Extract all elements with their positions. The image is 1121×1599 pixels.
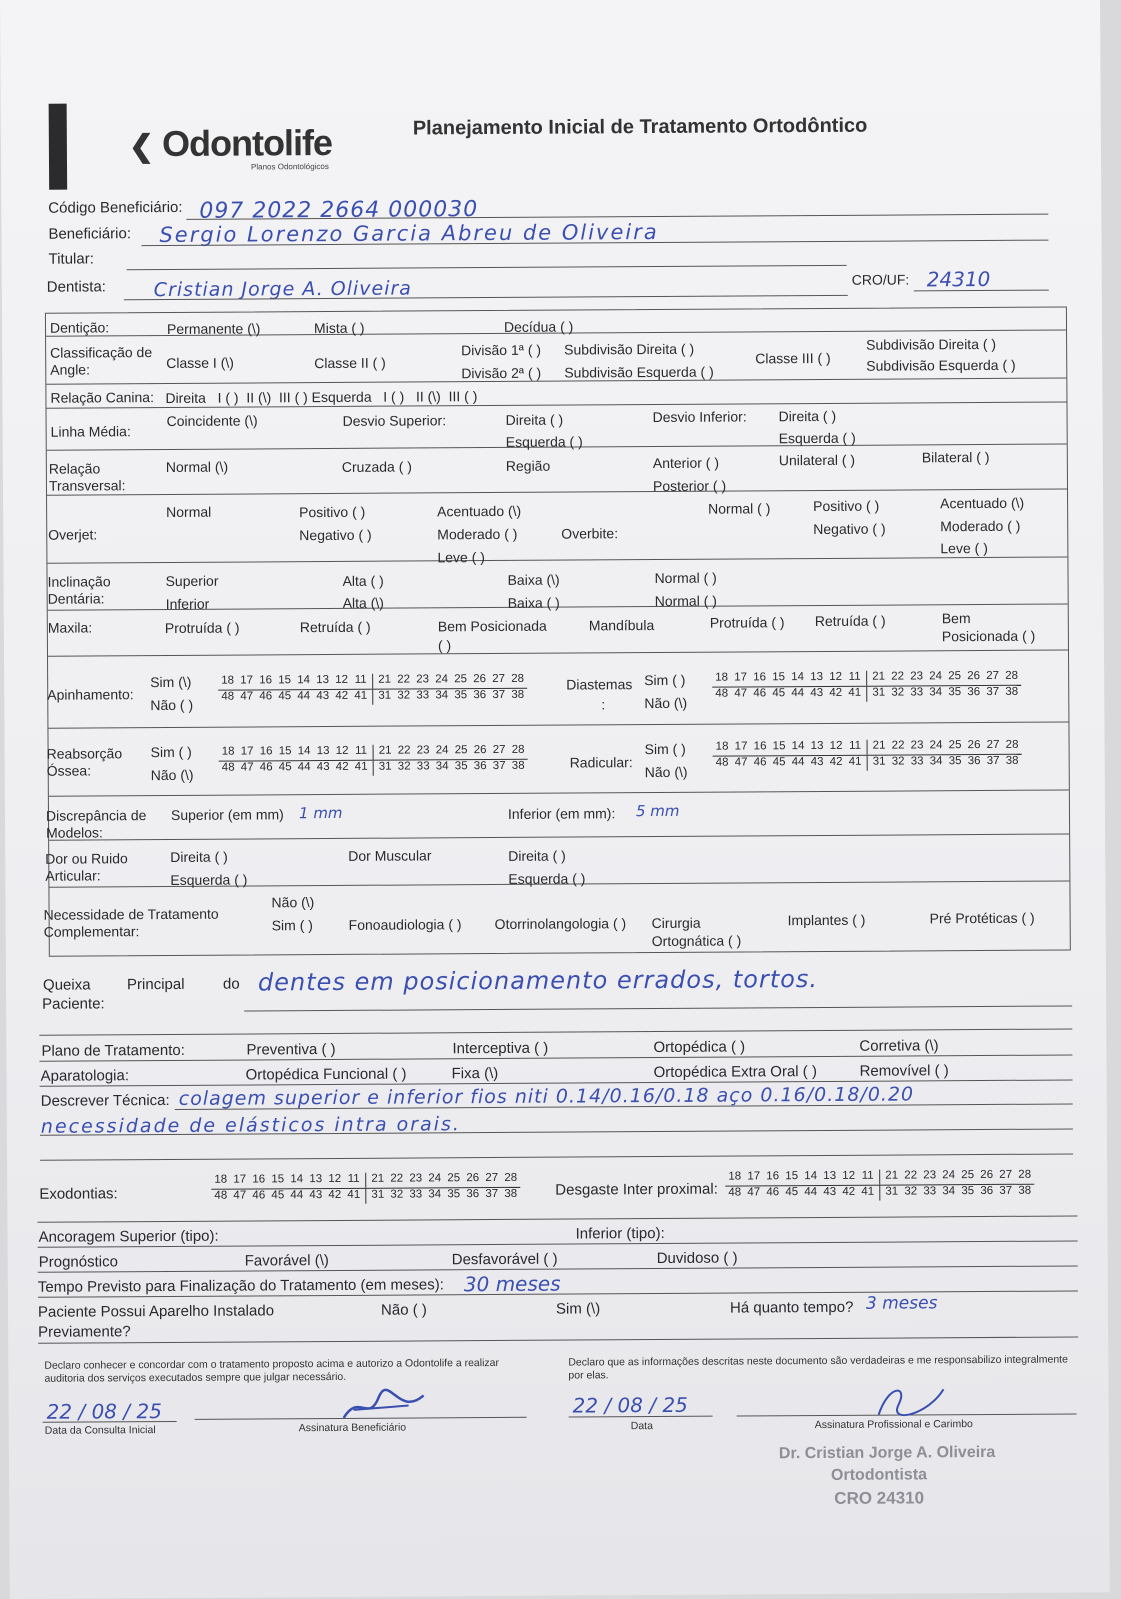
ap-tooth-chart[interactable]: 18 17 16 15 14 13 12 11 21 22 23 24 25 26 27 28 48 47 46 45 44 43 42 41 31 32 33 34 35 36 37 38 [218,673,527,706]
exo-tooth-chart[interactable]: 18 17 16 15 14 13 12 11 21 22 23 24 25 26 27 28 48 47 46 45 44 43 42 41 31 32 33 34 35 36 37 38 [211,1172,520,1205]
page-title: Planejamento Inicial de Tratamento Ortodôntico [412,114,868,140]
prognostico-label: Prognóstico [38,1253,118,1271]
beneficiario-value[interactable]: Sergio Lorenzo Garcia Abreu de Oliveira [159,219,659,248]
disc-superior-value[interactable]: 1 mm [298,803,343,823]
cro-value[interactable]: 24310 [926,266,991,292]
ob-positivo[interactable]: Positivo ( ) [813,497,880,515]
ob-acentuado[interactable]: Acentuado (\) [940,494,1025,512]
inc-baixa2[interactable]: Baixa ( ) [507,594,560,611]
plano-preventiva[interactable]: Preventiva ( ) [246,1040,336,1059]
diastemas-colon: : [601,696,606,713]
di-tooth-chart[interactable]: 18 17 16 15 14 13 12 11 21 22 23 24 25 26 27 28 48 47 46 45 44 43 42 41 31 32 33 34 35 36 37 38 [712,670,1021,703]
tempo-value[interactable]: 30 meses [463,1271,561,1297]
queixa-label-3: do [222,975,240,993]
nec-sim[interactable]: Sim ( ) [271,917,313,934]
dentista-value[interactable]: Cristian Jorge A. Oliveira [153,277,412,302]
apar-fixa[interactable]: Fixa (\) [451,1064,499,1083]
oj-positivo[interactable]: Positivo ( ) [299,503,366,521]
codigo-value[interactable]: 097 2022 2664 000030 [199,197,479,224]
oj-moderado[interactable]: Moderado ( ) [437,525,518,543]
tecnica-label: Descrever Técnica: [40,1091,170,1110]
discrepancia-label: Discrepância de Modelos: [45,807,147,841]
overjet-label: Overjet: [48,526,98,543]
max-retruida[interactable]: Retruída ( ) [299,618,371,636]
inc-superior: Superior [165,572,219,589]
classe3[interactable]: Classe III ( ) [755,349,831,367]
aparelho-quanto-value[interactable]: 3 meses [865,1293,938,1314]
aparatologia-label: Aparatologia: [40,1067,130,1085]
stamp-title: Ortodontista [830,1466,928,1484]
ob-moderado[interactable]: Moderado ( ) [940,517,1021,535]
logo-mark-icon: ❮ [128,130,154,164]
queixa-value[interactable]: dentes em posicionamento errados, tortos. [257,965,819,997]
declaracao-profissional: Declaro que as informações descritas neste documento são verdadeiras e me responsabilizo integralmente por elas. [568,1353,1068,1382]
data-consulta-value[interactable]: 22 / 08 / 25 [46,1399,162,1424]
desvio-inferior: Desvio Inferior: [652,408,747,426]
aparelho-label-1: Paciente Possui Aparelho Instalado [37,1302,275,1321]
aparelho-label-2: Previamente? [38,1323,131,1341]
data-value[interactable]: 22 / 08 / 25 [572,1392,688,1418]
signature-icon [868,1379,948,1419]
radicular-label: Radicular: [569,754,633,771]
oj-negativo[interactable]: Negativo ( ) [299,526,372,544]
plano-corretiva[interactable]: Corretiva (\) [859,1037,939,1055]
ob-negativo[interactable]: Negativo ( ) [813,520,886,538]
plano-ortopedica[interactable]: Ortopédica ( ) [653,1038,746,1057]
lm-esquerda2[interactable]: Esquerda ( ) [778,429,856,447]
lm-direita[interactable]: Direita ( ) [505,411,564,428]
disc-inferior-value[interactable]: 5 mm [635,801,680,821]
mandibula-label: Mandíbula [588,617,655,634]
desvio-superior: Desvio Superior: [342,412,447,429]
nec-pre[interactable]: Pré Protéticas ( ) [929,909,1035,927]
tecnica-line2[interactable]: necessidade de elásticos intra orais. [40,1113,461,1138]
re-sim[interactable]: Sim ( ) [150,743,192,761]
apar-removivel[interactable]: Removível ( ) [859,1062,949,1080]
reabsorcao-label: Reabsorção Óssea: [46,745,123,779]
brand-logo: ❮ Odontolife [128,121,333,165]
denticao-decidua[interactable]: Decídua ( ) [503,318,574,335]
re-tooth-chart[interactable]: 18 17 16 15 14 13 12 11 21 22 23 24 25 26 27 28 48 47 46 45 44 43 42 41 31 32 33 34 35 36 37 38 [219,744,528,777]
inc-alta2[interactable]: Alta (\) [342,594,384,611]
inc-alta1[interactable]: Alta ( ) [342,572,384,589]
denticao-label: Dentição: [49,319,110,336]
linha-media-label: Linha Média: [50,423,131,440]
declaracao-beneficiario: Declaro conhecer e concordar com o tratamento proposto acima e autorizo a Odontolife a realizar auditoria dos serviços executados sempre que julgar necessário. [44,1356,500,1385]
di-nao[interactable]: Não (\) [644,694,688,712]
ancoragem-sup-label: Ancoragem Superior (tipo): [38,1227,219,1246]
tr-normal[interactable]: Normal (\) [165,458,229,475]
disc-superior-label: Superior (em mm) [170,806,284,823]
disc-inferior-label: Inferior (em mm): [507,805,616,822]
oj-normal[interactable]: Normal [166,503,212,520]
coincidente[interactable]: Coincidente (\) [166,412,258,429]
ob-leve[interactable]: Leve ( ) [940,539,988,557]
nec-otorrino[interactable]: Otorrinolangologia ( ) [494,915,627,932]
ra-nao[interactable]: Não (\) [644,763,688,781]
max-bem: Bem Posicionada [437,617,547,635]
desgaste-tooth-chart[interactable]: 18 17 16 15 14 13 12 11 21 22 23 24 25 26 27 28 48 47 46 45 44 43 42 41 31 32 33 34 35 36 37 38 [725,1169,1034,1202]
tr-anterior[interactable]: Anterior ( ) [652,454,720,472]
oj-acentuado[interactable]: Acentuado (\) [437,502,522,520]
queixa-label-1: Queixa [42,976,91,994]
aparelho-nao[interactable]: Não ( ) [380,1301,427,1319]
ancoragem-inf-label: Inferior (tipo): [575,1224,665,1243]
inclinacao-label: Inclinação Dentária: [47,573,111,607]
dor-esquerda[interactable]: Esquerda ( ) [170,871,248,888]
apar-funcional[interactable]: Ortopédica Funcional ( ) [245,1065,407,1084]
tr-unilateral[interactable]: Unilateral ( ) [778,451,856,469]
nec-ortognatica[interactable]: Ortognática ( ) [651,932,742,950]
lm-direita2[interactable]: Direita ( ) [778,407,837,425]
subdivisao-direita-3[interactable]: Subdivisão Direita ( ) [866,335,997,353]
plano-interceptiva[interactable]: Interceptiva ( ) [452,1039,549,1058]
nec-nao[interactable]: Não (\) [271,894,315,911]
classe1[interactable]: Classe I (\) [166,354,234,371]
nec-fono[interactable]: Fonoaudiologia ( ) [348,916,462,933]
lm-esquerda[interactable]: Esquerda ( ) [505,433,583,450]
overbite-label: Overbite: [561,525,619,542]
maxila-label: Maxila: [47,619,93,636]
dor-muscular-label: Dor Muscular [348,847,432,864]
canina-options[interactable]: Direita I ( ) II (\) III ( ) Esquerda I ( ) II (\) III ( ) [165,388,478,406]
dor-direita[interactable]: Direita ( ) [170,848,228,865]
subdivisao-esquerda-3[interactable]: Subdivisão Esquerda ( ) [866,356,1016,374]
ra-tooth-chart[interactable]: 18 17 16 15 14 13 12 11 21 22 23 24 25 26 27 28 48 47 46 45 44 43 42 41 31 32 33 34 35 36 37 38 [713,739,1022,772]
beneficiario-label: Beneficiário: [48,225,132,243]
denticao-mista[interactable]: Mista ( ) [313,319,365,337]
tr-posterior[interactable]: Posterior ( ) [652,477,727,495]
plano-label: Plano de Tratamento: [41,1041,185,1060]
dor-label: Dor ou Ruido Articular: [45,850,128,884]
ra-sim[interactable]: Sim ( ) [644,740,686,758]
canina-label: Relação Canina: [50,389,154,406]
divisao1[interactable]: Divisão 1ª ( ) [461,341,542,359]
classe2[interactable]: Classe II ( ) [314,354,386,372]
nec-implantes[interactable]: Implantes ( ) [787,911,866,929]
tr-bilateral[interactable]: Bilateral ( ) [921,448,990,466]
aparelho-sim[interactable]: Sim (\) [555,1300,601,1318]
necessidade-label: Necessidade de Tratamento Complementar: [43,905,219,940]
ap-nao[interactable]: Não ( ) [150,696,194,714]
ob-normal[interactable]: Normal ( ) [708,500,771,517]
prog-desfavoravel[interactable]: Desfavorável ( ) [451,1250,558,1269]
inc-normal2[interactable]: Normal ( ) [654,592,717,610]
nec-cirurgia: Cirurgia [651,914,701,932]
data-consulta-label: Data da Consulta Inicial [44,1424,156,1437]
queixa-label-2: Principal [126,975,185,994]
classificacao-label: Classificação de Angle: [50,344,153,378]
prog-favoravel[interactable]: Favorável (\) [244,1252,329,1270]
assinatura-profissional-label: Assinatura Profissional e Carimbo [814,1418,973,1432]
data-label: Data [630,1420,653,1433]
oj-leve[interactable]: Leve ( ) [437,549,485,566]
transversal-label: Relação Transversal: [48,460,126,494]
dentista-label: Dentista: [46,278,107,296]
inc-baixa1[interactable]: Baixa (\) [507,571,560,588]
dm-esquerda[interactable]: Esquerda ( ) [508,870,586,887]
tr-regiao: Região [505,457,551,474]
di-sim[interactable]: Sim ( ) [644,671,686,689]
aparelho-quanto: Há quanto tempo? [729,1298,854,1317]
apinhamento-label: Apinhamento: [47,686,134,703]
queixa-label-4: Paciente: [42,995,105,1013]
professional-stamp [778,1443,996,1509]
assinatura-beneficiario-label: Assinatura Beneficiário [298,1421,407,1435]
re-nao[interactable]: Não (\) [150,766,194,784]
brand-subtitle: Planos Odontológicos [250,161,329,172]
assinatura-profissional-signature [868,1379,948,1419]
desgaste-label: Desgaste Inter proximal: [555,1180,718,1199]
apar-extra[interactable]: Ortopédica Extra Oral ( ) [653,1063,818,1082]
man-bem-box[interactable]: Posicionada ( ) [941,627,1036,645]
tr-cruzada[interactable]: Cruzada ( ) [341,458,412,475]
tempo-label: Tempo Previsto para Finalização do Tratamento (em meses): [37,1276,444,1296]
exodontias-label: Exodontias: [39,1185,118,1203]
titular-label: Titular: [48,250,94,268]
divisao2[interactable]: Divisão 2ª ( ) [461,364,542,382]
man-retruida[interactable]: Retruída ( ) [814,612,886,630]
tecnica-line1[interactable]: colagem superior e inferior fios niti 0.14/0.16/0.18 aço 0.16/0.18/0.20 [178,1083,915,1110]
codigo-label: Código Beneficiário: [48,198,183,217]
inc-normal1[interactable]: Normal ( ) [654,569,717,587]
denticao-permanente[interactable]: Permanente (\) [166,320,261,337]
max-protruida[interactable]: Protruída ( ) [164,619,240,637]
stamp-cro: CRO 24310 [834,1488,925,1508]
diastemas-label: Diastemas [566,676,633,693]
man-protruida[interactable]: Protruída ( ) [709,614,785,631]
subdivisao-esquerda[interactable]: Subdivisão Esquerda ( ) [564,363,714,381]
prog-duvidoso[interactable]: Duvidoso ( ) [656,1249,738,1268]
ap-sim[interactable]: Sim (\) [150,673,192,691]
subdivisao-direita[interactable]: Subdivisão Direita ( ) [564,340,695,358]
max-bem-box[interactable]: ( ) [437,637,452,654]
inc-inferior: Inferior [165,595,210,612]
man-bem: Bem [941,610,971,627]
binding-strip [49,104,68,190]
stamp-name: Dr. Cristian Jorge A. Oliveira [778,1443,996,1463]
dm-direita[interactable]: Direita ( ) [508,847,566,864]
cro-label: CRO/UF: [851,271,910,288]
